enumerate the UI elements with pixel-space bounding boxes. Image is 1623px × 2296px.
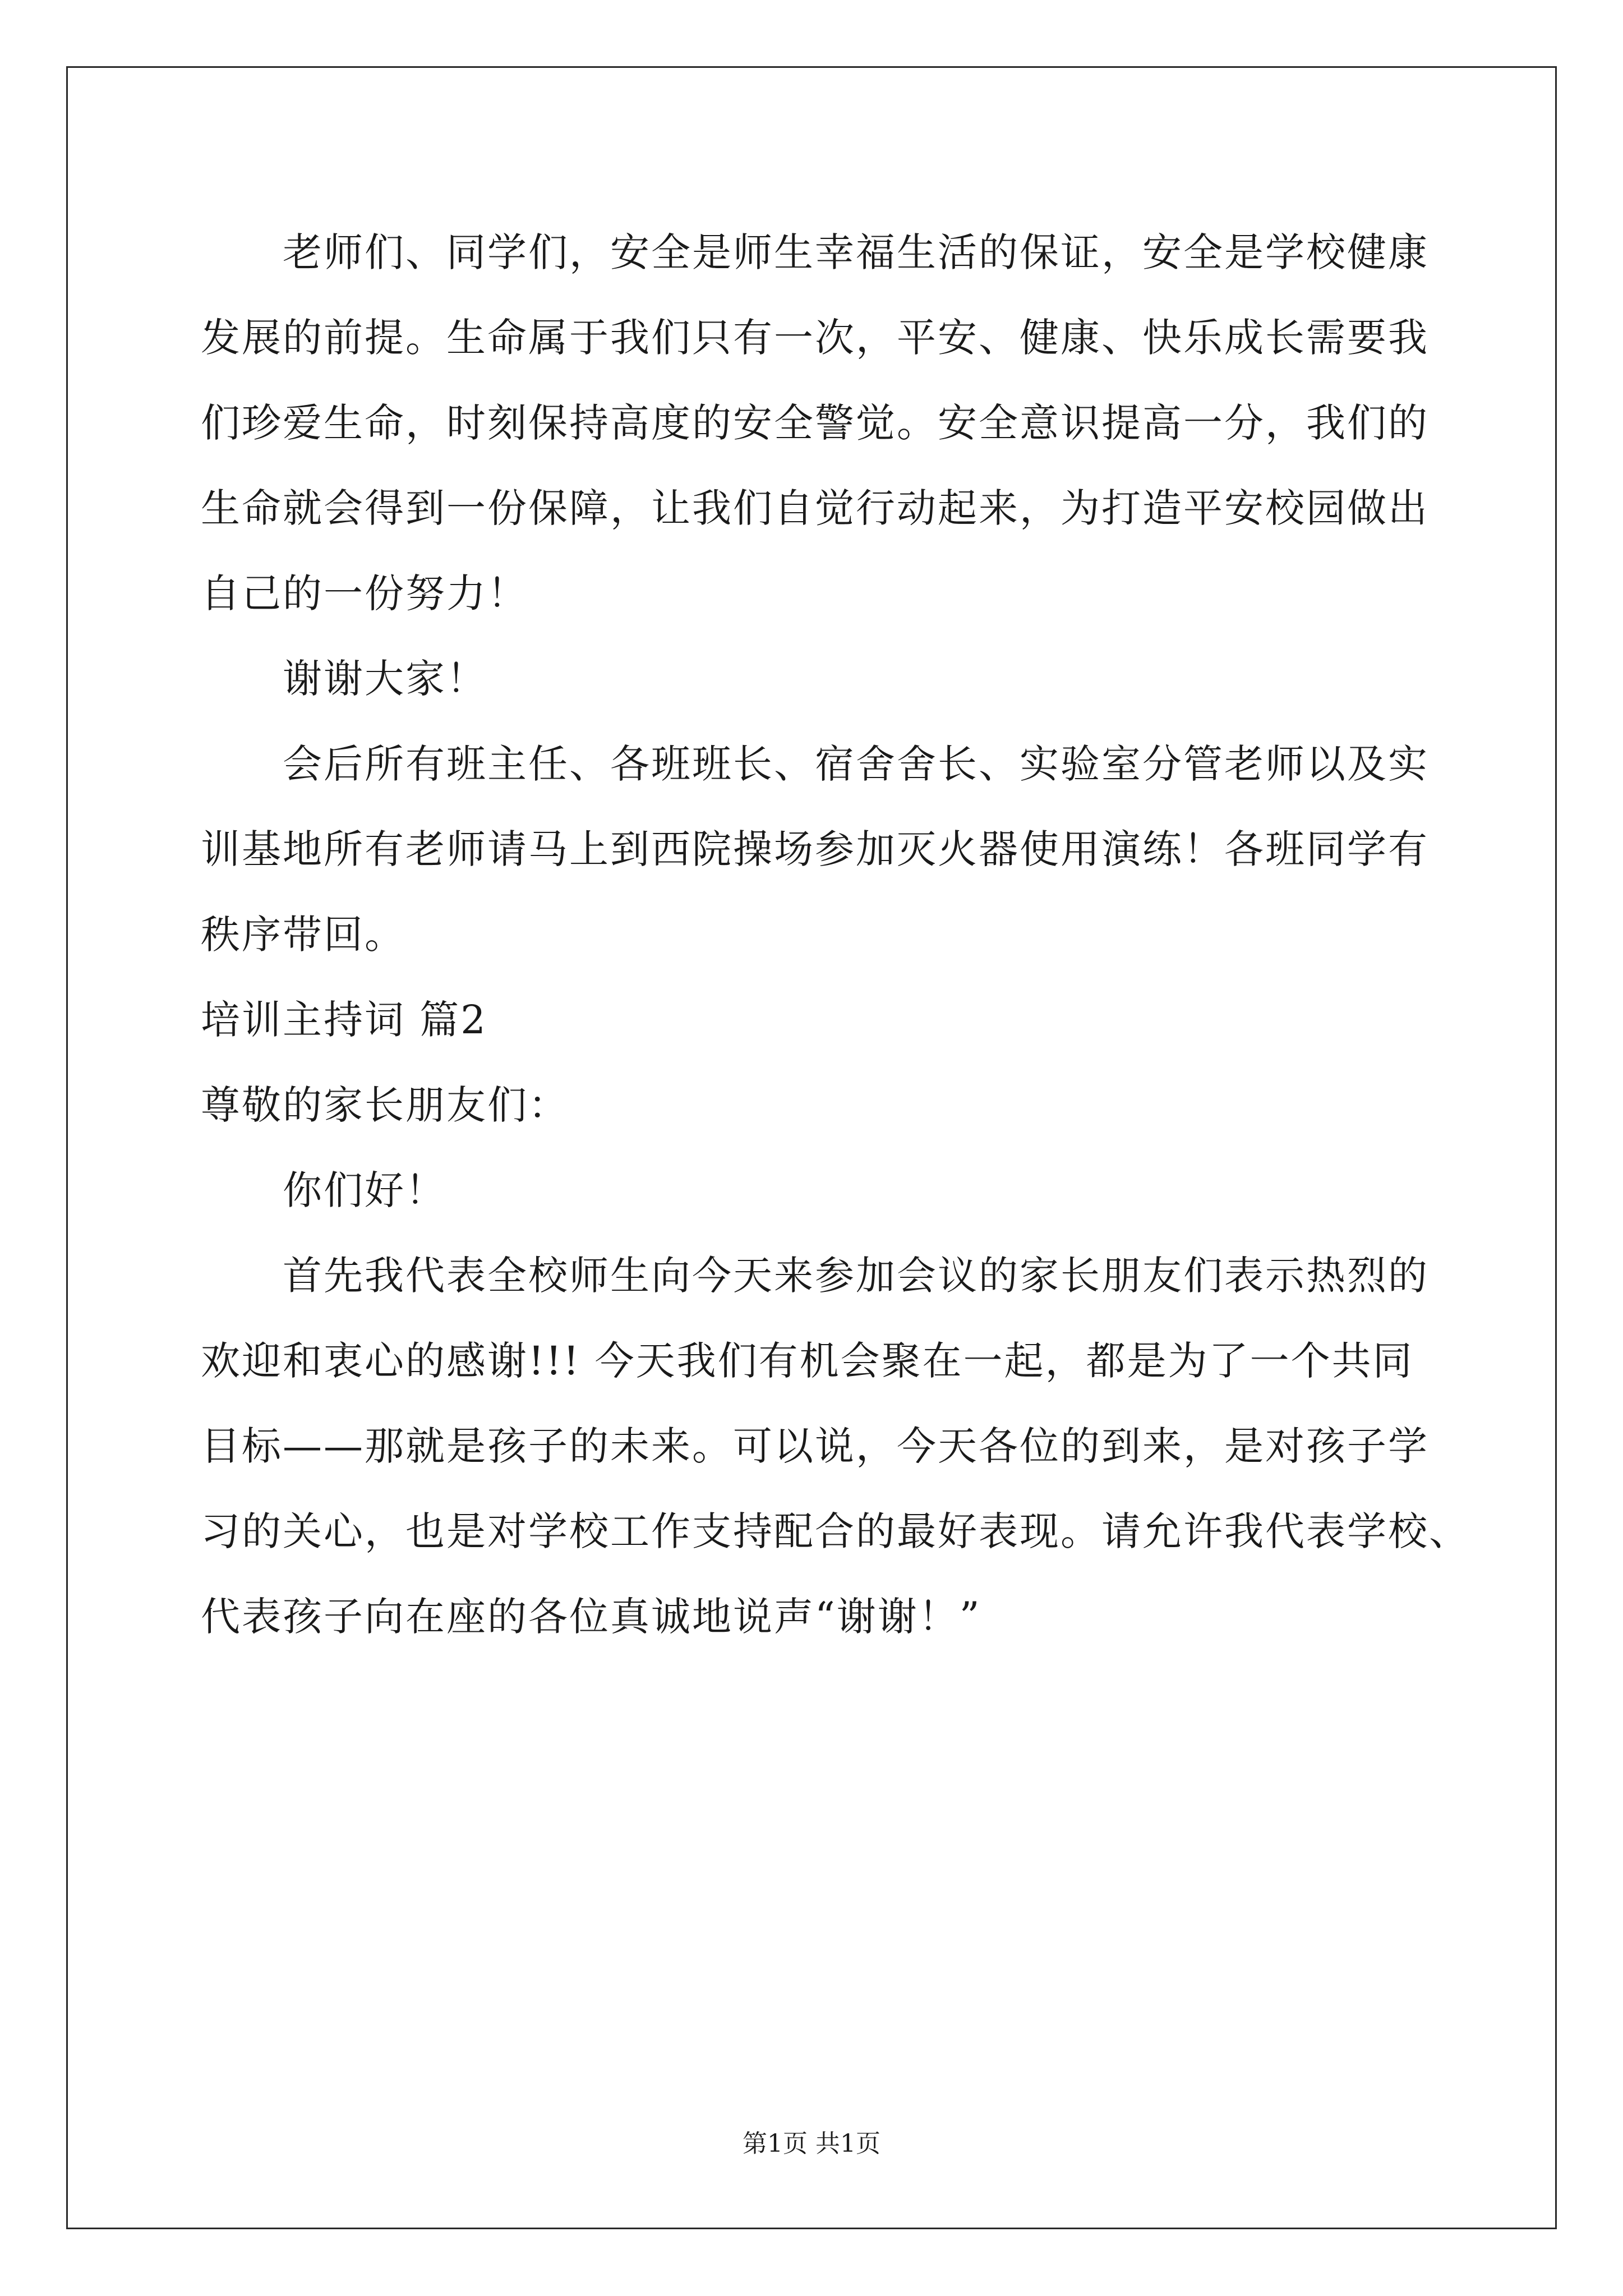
section-heading: 培训主持词 篇2 [201, 997, 487, 1043]
paragraph-line: 训基地所有老师请马上到西院操场参加灭火器使用演练！各班同学有 [201, 826, 1429, 872]
page-number: 第1页 共1页 [743, 2129, 880, 2158]
paragraph-line: 会后所有班主任、各班班长、宿舍舍长、实验室分管老师以及实 [283, 741, 1429, 787]
document-body [201, 222, 1479, 1671]
greeting: 你们好！ [283, 1167, 446, 1213]
paragraph-line: 习的关心，也是对学校工作支持配合的最好表现。请允许我代表学校、 [201, 1508, 1470, 1554]
paragraph-line: 谢谢大家！ [283, 656, 487, 702]
paragraph-line: 自己的一份努力！ [201, 570, 528, 616]
paragraph-line: 首先我代表全校师生向今天来参加会议的家长朋友们表示热烈的 [283, 1253, 1429, 1299]
paragraph-line: 秩序带回。 [201, 912, 405, 958]
salutation: 尊敬的家长朋友们： [201, 1082, 569, 1128]
paragraph-line: 老师们、同学们，安全是师生幸福生活的保证，安全是学校健康 [283, 229, 1429, 275]
paragraph-line: 代表孩子向在座的各位真诚地说声“谢谢！” [201, 1594, 981, 1640]
paragraph-line: 发展的前提。生命属于我们只有一次，平安、健康、快乐成长需要我 [201, 315, 1429, 361]
paragraph-line: 们珍爱生命，时刻保持高度的安全警觉。安全意识提高一分，我们的 [201, 400, 1429, 446]
paragraph-line: 欢迎和衷心的感谢!!! 今天我们有机会聚在一起，都是为了一个共同 [201, 1338, 1414, 1384]
paragraph-line: 生命就会得到一份保障，让我们自觉行动起来，为打造平安校园做出 [201, 485, 1429, 531]
paragraph-line: 目标——那就是孩子的未来。可以说，今天各位的到来，是对孩子学 [201, 1423, 1429, 1469]
